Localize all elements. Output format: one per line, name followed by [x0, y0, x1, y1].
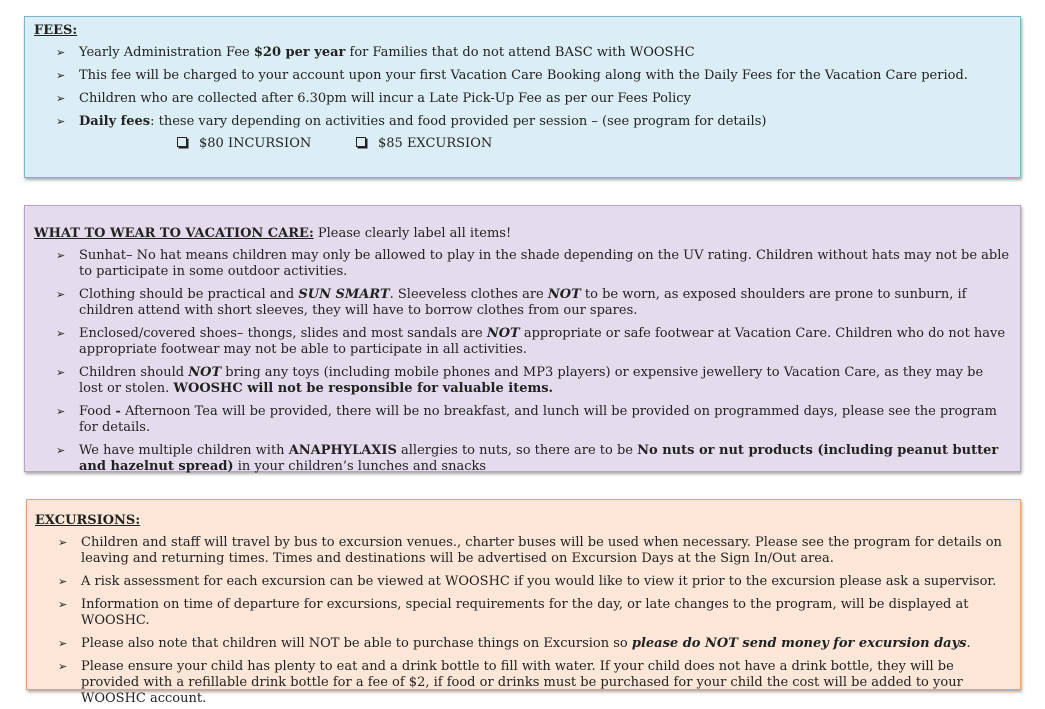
wear-title: WHAT TO WEAR TO VACATION CARE:	[34, 226, 314, 241]
arrow-bullet-icon: ➢	[58, 598, 68, 611]
fees-item-admin-fee: ➢ Yearly Administration Fee $20 per year for Families that do not attend BASC with WOOSHC	[56, 45, 695, 60]
wear-item-allergy: ➢ We have multiple children with ANAPHYLAXIS allergies to nuts, so there are to be No nuts or nut products (including peanut butter and hazelnut spread) in your children’s lunches and snacks	[56, 443, 999, 474]
fees-list	[34, 45, 1010, 130]
excursion-option[interactable]	[356, 136, 492, 152]
arrow-bullet-icon: ➢	[56, 69, 66, 82]
incursion-option[interactable]	[177, 136, 311, 152]
excursions-title: EXCURSIONS:	[35, 513, 141, 528]
arrow-bullet-icon: ➢	[56, 444, 66, 457]
wear-item-food: ➢ Food - Afternoon Tea will be provided, there will be no breakfast, and lunch will be provided on programmed days, please see the program for details.	[56, 404, 997, 435]
arrow-bullet-icon: ➢	[58, 637, 68, 650]
wear-list	[34, 248, 1010, 475]
fees-item-charged: ➢ This fee will be charged to your account upon your first Vacation Care Booking along with the Daily Fees for the Vacation Care period.	[56, 68, 968, 83]
excursions-item-water: ➢ Please ensure your child has plenty to eat and a drink bottle to fill with water. If your child does not have a drink bottle, they will be provided with a refillable drink bottle for a fee of $2, if food or drinks must be purchased for your child the cost will be added to your WOOSHC account.	[58, 659, 963, 706]
fees-section	[24, 16, 1021, 178]
wear-subtitle: Please clearly label all items!	[313, 226, 512, 241]
arrow-bullet-icon: ➢	[56, 46, 66, 59]
excursions-section	[26, 499, 1021, 706]
arrow-bullet-icon: ➢	[56, 249, 66, 262]
excursions-list	[35, 535, 1010, 707]
excursions-item-money: ➢ Please also note that children will NOT be able to purchase things on Excursion so please do NOT send money for excursion days.	[58, 636, 971, 651]
arrow-bullet-icon: ➢	[56, 405, 66, 418]
arrow-bullet-icon: ➢	[58, 536, 68, 549]
arrow-bullet-icon: ➢	[56, 115, 66, 128]
excursions-item-info: ➢ Information on time of departure for excursions, special requirements for the day, or late changes to the program, will be displayed at WOOSHC.	[58, 597, 969, 628]
arrow-bullet-icon: ➢	[56, 92, 66, 105]
incursion-label: $80 INCURSION	[199, 136, 312, 151]
excursions-heading	[35, 513, 1010, 529]
fee-options	[34, 136, 1010, 152]
arrow-bullet-icon: ➢	[56, 366, 66, 379]
what-to-wear-section	[24, 205, 1021, 472]
fees-title: FEES:	[34, 23, 78, 38]
checkbox-icon[interactable]	[177, 137, 187, 147]
fees-item-daily-fees: ➢ Daily fees: these vary depending on activities and food provided per session – (see program for details)	[56, 114, 767, 129]
excursions-item-bus: ➢ Children and staff will travel by bus to excursion venues., charter buses will be used when necessary. Please see the program for details on leaving and returning times. Times and destinations will be advertised on Excursion Days at the Sign In/Out area.	[58, 535, 1002, 566]
checkbox-icon[interactable]	[356, 137, 366, 147]
arrow-bullet-icon: ➢	[56, 288, 66, 301]
wear-item-sunhat: ➢ Sunhat– No hat means children may only be allowed to play in the shade depending on the UV rating. Children without hats may not be able to participate in some outdoor activities.	[56, 248, 1010, 279]
arrow-bullet-icon: ➢	[58, 660, 68, 673]
fees-item-late-pickup: ➢ Children who are collected after 6.30pm will incur a Late Pick-Up Fee as per our Fees Policy	[56, 91, 691, 106]
wear-item-toys: ➢ Children should NOT bring any toys (including mobile phones and MP3 players) or expensive jewellery to Vacation Care, as they may be lost or stolen. WOOSHC will not be responsible for valuable items.	[56, 365, 984, 396]
wear-heading	[34, 226, 1010, 242]
fees-heading	[34, 23, 1010, 39]
arrow-bullet-icon: ➢	[58, 575, 68, 588]
arrow-bullet-icon: ➢	[56, 327, 66, 340]
wear-item-clothing: ➢ Clothing should be practical and SUN SMART. Sleeveless clothes are NOT to be worn, as exposed shoulders are prone to sunburn, if children attend with short sleeves, they will have to borrow clothes from our spares.	[56, 287, 967, 318]
wear-item-shoes: ➢ Enclosed/covered shoes– thongs, slides and most sandals are NOT appropriate or safe footwear at Vacation Care. Children who do not have appropriate footwear may not be able to participate in all activities.	[56, 326, 1006, 357]
excursions-item-risk: ➢ A risk assessment for each excursion can be viewed at WOOSHC if you would like to view it prior to the excursion please ask a supervisor.	[58, 574, 997, 589]
excursion-label: $85 EXCURSION	[378, 136, 493, 151]
